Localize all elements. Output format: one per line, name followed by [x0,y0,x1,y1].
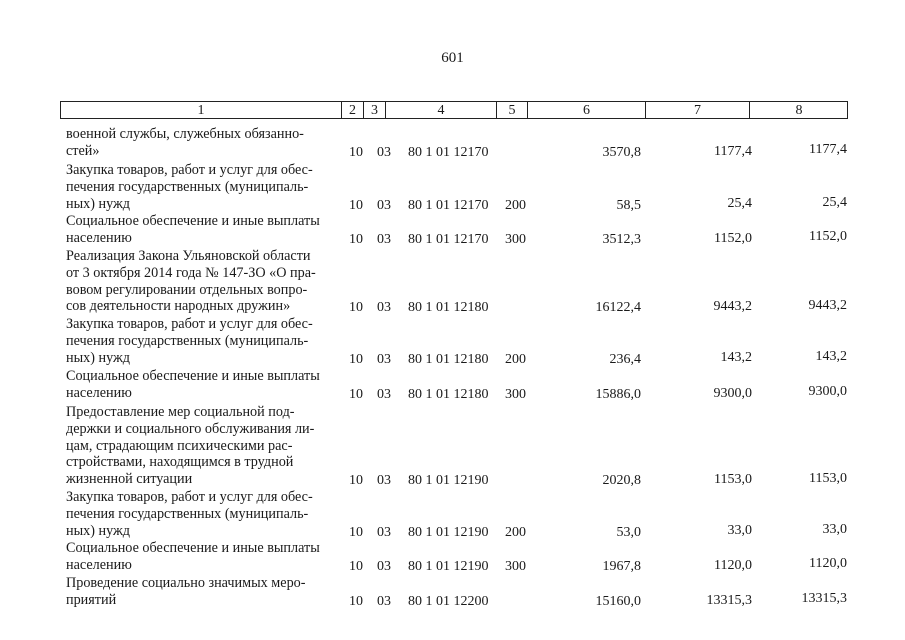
description-line: сов деятельности народных дружин» [66,298,291,315]
cell-amount-7: 1152,0 [714,230,752,246]
page-number: 601 [441,50,464,66]
description-line: цам, страдающим психическими рас- [66,437,293,454]
cell-expense-type: 200 [505,351,526,367]
header-col-8: 8 [749,102,848,119]
cell-amount-8: 9300,0 [808,384,847,400]
cell-amount-6: 1967,8 [602,558,641,574]
description-line: держки и социального обслуживания ли- [66,420,315,437]
cell-amount-8: 143,2 [815,349,847,365]
header-col-4: 4 [385,102,496,119]
cell-subsection: 03 [377,351,391,367]
description-line: населению [66,556,132,573]
header-col-1: 1 [197,103,205,118]
cell-amount-8: 1153,0 [809,470,847,486]
cell-target-article: 80 1 01 12170 [408,197,489,213]
description-line: печения государственных (муниципаль- [66,178,309,195]
description-line: Предоставление мер социальной под- [66,404,295,420]
cell-target-article: 80 1 01 12200 [408,593,489,609]
description-line: жизненной ситуации [66,471,193,488]
description-line: населению [66,384,132,401]
header-col-6: 6 [527,102,645,119]
cell-section: 10 [349,231,363,247]
cell-amount-7: 143,2 [720,350,752,366]
description-line: стройствами, находящимся в трудной [66,454,294,471]
cell-expense-type: 300 [505,386,526,402]
cell-amount-8: 9443,2 [808,298,847,313]
row-description [66,126,340,160]
row-description [66,404,340,488]
cell-section: 10 [349,300,363,316]
cell-expense-type: 300 [505,558,526,574]
description-line: Закупка товаров, работ и услуг для обес- [66,162,313,178]
row-description [66,575,340,609]
cell-expense-type: 200 [505,197,526,213]
cell-amount-8: 25,4 [822,195,847,211]
header-col-5: 5 [496,102,527,119]
cell-section: 10 [349,144,363,160]
description-line: ных) нужд [66,195,131,212]
description-line: Реализация Закона Ульяновской области [66,248,311,264]
row-description [66,316,340,366]
cell-subsection: 03 [377,144,391,160]
description-line: ных) нужд [66,349,131,366]
cell-subsection: 03 [377,386,391,402]
cell-amount-8: 33,0 [822,522,847,538]
description-line: Проведение социально значимых меро- [66,575,306,591]
description-line: ных) нужд [66,522,131,539]
row-description [66,540,340,574]
row-description [66,248,340,315]
cell-subsection: 03 [377,300,391,316]
cell-amount-7: 33,0 [727,523,752,539]
cell-subsection: 03 [377,558,391,574]
cell-amount-6: 53,0 [616,524,641,540]
cell-subsection: 03 [377,231,391,247]
cell-expense-type: 300 [505,231,526,247]
cell-target-article: 80 1 01 12190 [408,524,489,540]
cell-amount-6: 16122,4 [595,300,641,316]
description-line: Социальное обеспечение и иные выплаты [66,213,320,229]
cell-amount-7: 25,4 [727,196,752,212]
cell-amount-8: 1177,4 [809,142,847,158]
cell-amount-7: 13315,3 [706,592,752,608]
cell-amount-6: 236,4 [609,351,641,367]
row-description [66,213,340,247]
cell-amount-8: 1152,0 [809,229,847,245]
cell-subsection: 03 [377,593,391,609]
cell-amount-7: 9300,0 [713,385,752,401]
cell-amount-6: 58,5 [616,197,641,213]
cell-amount-6: 15886,0 [595,386,641,402]
cell-amount-8: 1120,0 [809,556,847,572]
cell-subsection: 03 [377,524,391,540]
cell-amount-8: 13315,3 [801,591,847,607]
table-header [60,101,848,119]
description-line: стей» [66,142,100,159]
cell-target-article: 80 1 01 12180 [408,300,489,316]
cell-section: 10 [349,593,363,609]
description-line: приятий [66,591,117,608]
cell-section: 10 [349,524,363,540]
cell-section: 10 [349,386,363,402]
description-line: от 3 октября 2014 года № 147-ЗО «О пра- [66,264,316,281]
header-col-7: 7 [645,102,749,119]
cell-target-article: 80 1 01 12190 [408,473,489,489]
description-line: военной службы, служебных обязанно- [66,126,304,142]
description-line: Закупка товаров, работ и услуг для обес- [66,489,313,505]
cell-target-article: 80 1 01 12190 [408,558,489,574]
description-line: Социальное обеспечение и иные выплаты [66,368,320,384]
description-line: вовом регулировании отдельных вопро- [66,281,308,298]
cell-section: 10 [349,558,363,574]
cell-target-article: 80 1 01 12180 [408,351,489,367]
cell-section: 10 [349,473,363,489]
header-col-2: 2 [341,102,363,119]
cell-section: 10 [349,351,363,367]
cell-amount-7: 9443,2 [713,299,752,315]
description-line: Социальное обеспечение и иные выплаты [66,540,320,556]
cell-amount-7: 1120,0 [714,557,752,573]
cell-amount-6: 15160,0 [595,593,641,609]
cell-subsection: 03 [377,197,391,213]
row-description [66,162,340,212]
cell-target-article: 80 1 01 12170 [408,144,489,160]
row-description [66,489,340,539]
cell-expense-type: 200 [505,524,526,540]
cell-target-article: 80 1 01 12170 [408,231,489,247]
cell-amount-6: 3512,3 [602,231,641,247]
row-description [66,368,340,402]
description-line: населению [66,229,132,246]
cell-section: 10 [349,197,363,213]
cell-subsection: 03 [377,473,391,489]
cell-amount-7: 1153,0 [714,472,752,487]
header-col-3: 3 [363,102,385,119]
description-line: Закупка товаров, работ и услуг для обес- [66,316,313,332]
description-line: печения государственных (муниципаль- [66,505,309,522]
description-line: печения государственных (муниципаль- [66,332,309,349]
cell-amount-6: 3570,8 [602,144,641,160]
cell-amount-7: 1177,4 [714,143,752,159]
cell-amount-6: 2020,8 [602,473,641,489]
cell-target-article: 80 1 01 12180 [408,386,489,402]
